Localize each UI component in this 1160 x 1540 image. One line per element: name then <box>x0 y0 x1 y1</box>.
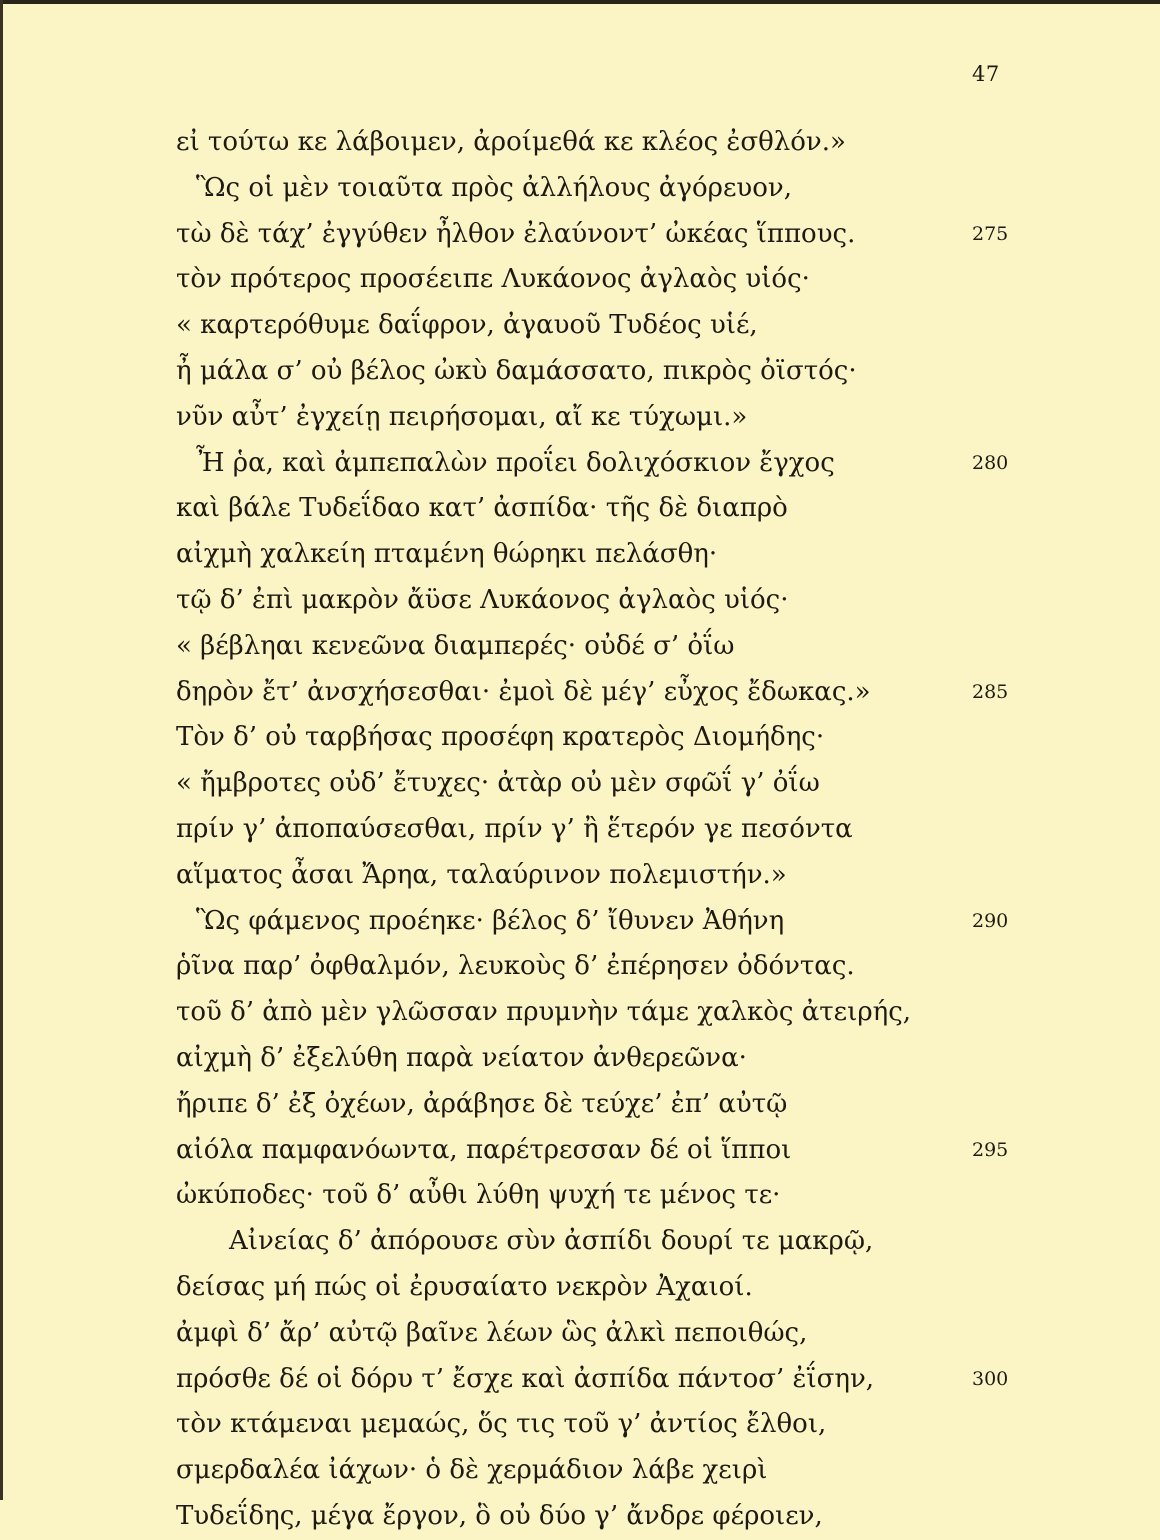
line-number: 300 <box>972 1367 1009 1390</box>
verse-text: Τὸν δ’ οὐ ταρβήσας προσέφη κρατερὸς Διομήδης· <box>176 722 825 753</box>
verse-line <box>0 257 1160 303</box>
verse-text: τῷ δ’ ἐπὶ μακρὸν ἄϋσε Λυκάονος ἀγλαὸς υἱός· <box>176 584 789 615</box>
verse-line <box>0 1173 1160 1219</box>
verse-line <box>0 990 1160 1036</box>
verse-line <box>0 1265 1160 1311</box>
verse-column <box>0 120 1160 1540</box>
verse-line <box>0 441 1160 487</box>
verse-line <box>0 1219 1160 1265</box>
verse-line <box>0 486 1160 532</box>
verse-text: Ὣς οἱ μὲν τοιαῦτα πρὸς ἀλλήλους ἀγόρευον, <box>196 172 792 203</box>
line-number: 295 <box>972 1138 1009 1161</box>
top-border-rule <box>0 0 1160 4</box>
verse-text: αἵματος ἆσαι Ἄρηα, ταλαύρινον πολεμιστήν.» <box>176 859 787 890</box>
verse-line <box>0 670 1160 716</box>
verse-line <box>0 853 1160 899</box>
verse-text: τὼ δὲ τάχ’ ἐγγύθεν ἦλθον ἐλαύνοντ’ ὠκέας ἵππους. <box>176 218 856 249</box>
verse-line <box>0 807 1160 853</box>
verse-text: ἦ μάλα σ’ οὐ βέλος ὠκὺ δαμάσσατο, πικρὸς ὀϊστός· <box>176 355 857 386</box>
verse-line <box>0 1357 1160 1403</box>
verse-text: τὸν πρότερος προσέειπε Λυκάονος ἀγλαὸς υἱός· <box>176 264 810 295</box>
verse-line <box>0 1402 1160 1448</box>
verse-line <box>0 1036 1160 1082</box>
verse-line <box>0 944 1160 990</box>
verse-text: « καρτερόθυμε δαΐφρον, ἀγαυοῦ Τυδέος υἱέ, <box>176 310 758 341</box>
verse-text: πρόσθε δέ οἱ δόρυ τ’ ἔσχε καὶ ἀσπίδα πάντοσ’ ἐΐσην, <box>176 1363 875 1394</box>
line-number: 290 <box>972 909 1009 932</box>
verse-text: « ἤμβροτες οὐδ’ ἔτυχες· ἀτὰρ οὐ μὲν σφῶΐ γ’ ὀΐω <box>176 768 820 799</box>
verse-text: ῥῖνα παρ’ ὀφθαλμόν, λευκοὺς δ’ ἐπέρησεν ὀδόντας. <box>176 951 855 982</box>
line-number: 280 <box>972 451 1009 474</box>
verse-line <box>0 624 1160 670</box>
verse-line <box>0 1311 1160 1357</box>
verse-text: αἰχμὴ χαλκείη πταμένη θώρηκι πελάσθη· <box>176 539 718 570</box>
verse-line <box>0 212 1160 258</box>
verse-text: δηρὸν ἔτ’ ἀνσχήσεσθαι· ἐμοὶ δὲ μέγ’ εὖχος ἔδωκας.» <box>176 676 871 707</box>
verse-line <box>0 120 1160 166</box>
verse-line <box>0 715 1160 761</box>
line-number: 275 <box>972 222 1009 245</box>
verse-text: καὶ βάλε Τυδεΐδαο κατ’ ἀσπίδα· τῆς δὲ διαπρὸ <box>176 493 788 524</box>
verse-text: τοῦ δ’ ἀπὸ μὲν γλῶσσαν πρυμνὴν τάμε χαλκὸς ἀτειρής, <box>176 997 912 1028</box>
verse-line <box>0 303 1160 349</box>
verse-text: τὸν κτάμεναι μεμαώς, ὅς τις τοῦ γ’ ἀντίος ἔλθοι, <box>176 1409 827 1440</box>
verse-line <box>0 1128 1160 1174</box>
verse-text: αἰχμὴ δ’ ἐξελύθη παρὰ νείατον ἀνθερεῶνα· <box>176 1042 747 1073</box>
verse-text: εἰ τούτω κε λάβοιμεν, ἀροίμεθά κε κλέος ἐσθλόν.» <box>176 127 846 157</box>
verse-text: νῦν αὖτ’ ἐγχείῃ πειρήσομαι, αἴ κε τύχωμι.» <box>176 401 748 432</box>
verse-text: Αἰνείας δ’ ἀπόρουσε σὺν ἀσπίδι δουρί τε μακρῷ, <box>229 1226 874 1257</box>
verse-line <box>0 578 1160 624</box>
verse-text: ἤριπε δ’ ἐξ ὀχέων, ἀράβησε δὲ τεύχε’ ἐπ’ αὐτῷ <box>176 1088 788 1119</box>
verse-line <box>0 899 1160 945</box>
verse-line <box>0 166 1160 212</box>
verse-line <box>0 395 1160 441</box>
verse-line <box>0 532 1160 578</box>
verse-line <box>0 349 1160 395</box>
verse-line <box>0 1494 1160 1540</box>
verse-text: ὠκύποδες· τοῦ δ’ αὖθι λύθη ψυχή τε μένος τε· <box>176 1180 781 1211</box>
verse-text: δείσας μή πώς οἱ ἐρυσαίατο νεκρὸν Ἀχαιοί. <box>176 1271 753 1302</box>
verse-text: αἰόλα παμφανόωντα, παρέτρεσσαν δέ οἱ ἵπποι <box>176 1134 792 1165</box>
page-number: 47 <box>972 62 1000 86</box>
verse-text: « βέβληαι κενεῶνα διαμπερές· οὐδέ σ’ ὀΐω <box>176 630 735 661</box>
line-number: 285 <box>972 680 1009 703</box>
verse-line <box>0 761 1160 807</box>
verse-line <box>0 1082 1160 1128</box>
verse-text: Ἦ ῥα, καὶ ἀμπεπαλὼν προΐει δολιχόσκιον ἔγχος <box>196 447 835 478</box>
verse-text: Ὣς φάμενος προέηκε· βέλος δ’ ἴθυνεν Ἀθήνη <box>196 905 785 936</box>
verse-text: σμερδαλέα ἰάχων· ὁ δὲ χερμάδιον λάβε χειρὶ <box>176 1455 768 1486</box>
verse-text: ἀμφὶ δ’ ἄρ’ αὐτῷ βαῖνε λέων ὣς ἀλκὶ πεποιθώς, <box>176 1317 808 1348</box>
verse-text: Τυδεΐδης, μέγα ἔργον, ὃ οὐ δύο γ’ ἄνδρε φέροιεν, <box>176 1500 823 1531</box>
verse-line <box>0 1448 1160 1494</box>
verse-text: πρίν γ’ ἀποπαύσεσθαι, πρίν γ’ ἢ ἕτερόν γε πεσόντα <box>176 813 853 844</box>
